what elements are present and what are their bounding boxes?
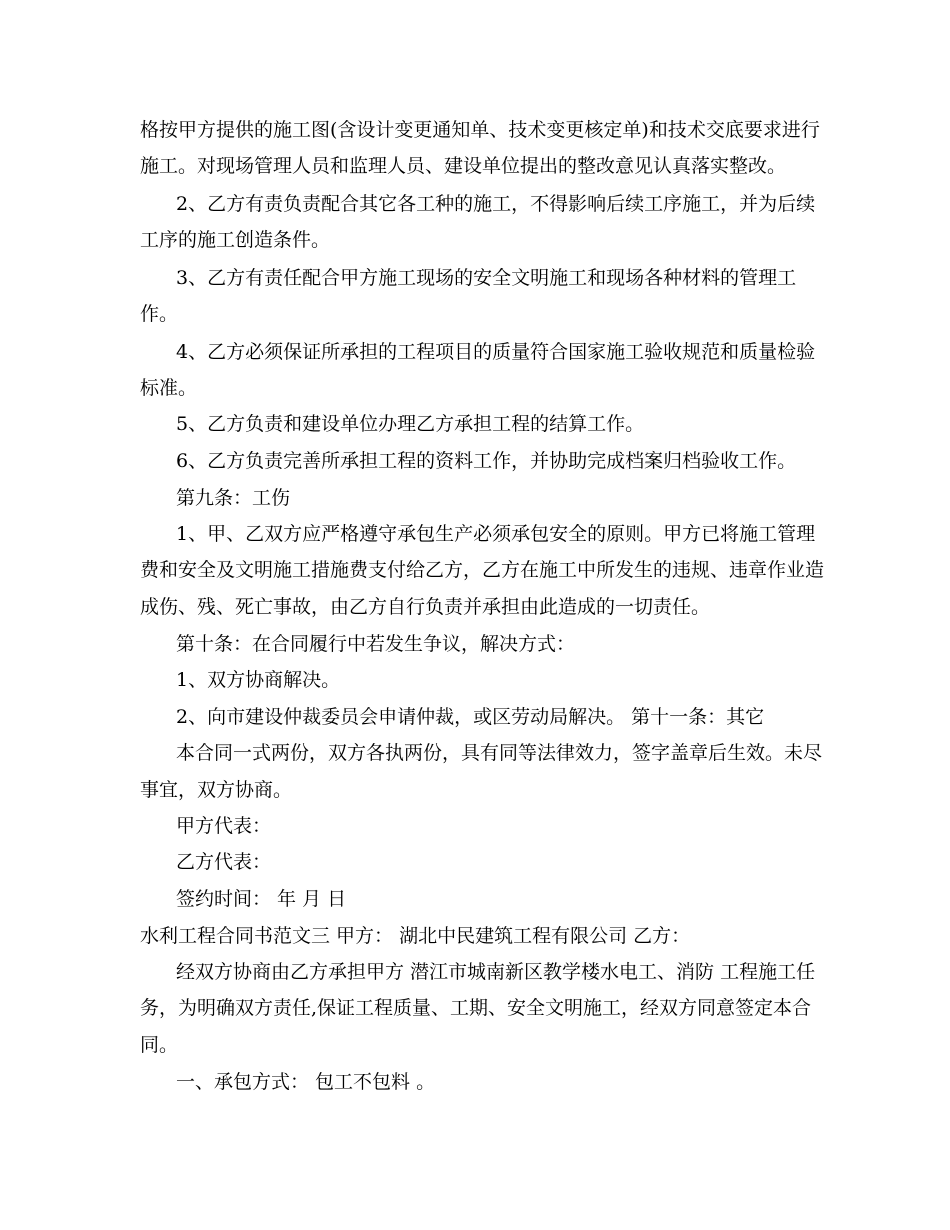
paragraph-line: 本合同一式两份，双方各执两份，具有同等法律效力，签字盖章后生效。未尽	[176, 742, 823, 764]
paragraph-line: 1、双方协商解决。	[176, 669, 341, 691]
paragraph-line: 作。	[140, 303, 179, 325]
section-title: 水利工程合同书范文三 甲方： 湖北中民建筑工程有限公司 乙方：	[140, 925, 691, 947]
paragraph-line: 2、向市建设仲裁委员会申请仲裁，或区劳动局解决。 第十一条：其它	[176, 706, 765, 728]
section-heading: 一、承包方式： 包工不包料 。	[176, 1071, 436, 1093]
paragraph-line: 务，为明确双方责任,保证工程质量、工期、安全文明施工，经双方同意签定本合	[140, 997, 812, 1019]
signature-line-party-a: 甲方代表：	[176, 815, 272, 837]
paragraph-line: 事宜，双方协商。	[140, 779, 293, 801]
paragraph-line: 1、甲、乙双方应严格遵守承包生产必须承包安全的原则。甲方已将施工管理	[176, 523, 816, 545]
paragraph-line: 经双方协商由乙方承担甲方 潜江市城南新区教学楼水电工、消防 工程施工任	[176, 961, 816, 983]
paragraph-line: 6、乙方负责完善所承担工程的资料工作，并协助完成档案归档验收工作。	[176, 450, 797, 472]
paragraph-line: 工序的施工创造条件。	[140, 229, 331, 251]
paragraph-line: 同。	[140, 1034, 179, 1056]
paragraph-line: 费和安全及文明施工措施费支付给乙方，乙方在施工中所发生的违规、违章作业造	[140, 559, 825, 581]
section-heading: 第十条：在合同履行中若发生争议，解决方式：	[176, 633, 576, 655]
signature-line-party-b: 乙方代表：	[176, 851, 272, 873]
paragraph-line: 格按甲方提供的施工图(含设计变更通知单、技术变更核定单)和技术交底要求进行	[140, 119, 820, 141]
paragraph-line: 2、乙方有责负责配合其它各工种的施工，不得影响后续工序施工，并为后续	[176, 193, 816, 215]
paragraph-line: 成伤、残、死亡事故，由乙方自行负责并承担由此造成的一切责任。	[140, 596, 711, 618]
paragraph-line: 3、乙方有责任配合甲方施工现场的安全文明施工和现场各种材料的管理工	[176, 267, 797, 289]
section-heading: 第九条：工伤	[176, 487, 291, 509]
paragraph-line: 5、乙方负责和建设单位办理乙方承担工程的结算工作。	[176, 413, 645, 435]
paragraph-line: 施工。对现场管理人员和监理人员、建设单位提出的整改意见认真落实整改。	[140, 155, 787, 177]
signing-date-line: 签约时间： 年 月 日	[176, 888, 347, 910]
paragraph-line: 标准。	[140, 377, 198, 399]
paragraph-line: 4、乙方必须保证所承担的工程项目的质量符合国家施工验收规范和质量检验	[176, 341, 816, 363]
